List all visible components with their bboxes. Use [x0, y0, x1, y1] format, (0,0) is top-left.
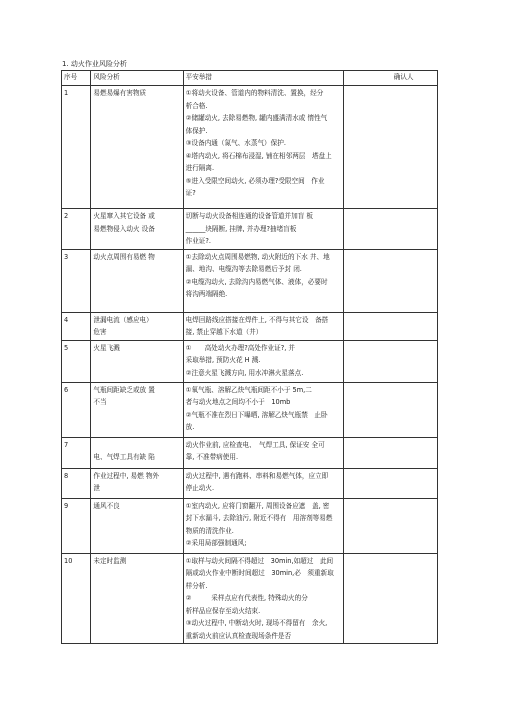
- document-title: 1. 动火作业风险分析: [62, 60, 127, 68]
- row-number: 5: [62, 340, 91, 382]
- risk-line: 危害: [93, 328, 107, 336]
- risk-line: [93, 439, 180, 452]
- measure-line: 者与动火地点之间均不小于 10mb: [185, 398, 291, 406]
- table-row: [62, 382, 438, 437]
- measure-line: ②电缆沟动火, 去除沟内易燃气体、液体，必要时: [185, 277, 328, 286]
- table-header-row: [62, 71, 438, 86]
- risk-line: 气瓶间距缺乏或放 置: [93, 385, 155, 394]
- risk-line: 不当: [93, 398, 107, 406]
- measure-line: 漏、地沟、电缆沟等去除易燃后予封 闭.: [185, 265, 302, 273]
- measures-cell: [183, 498, 343, 553]
- measures-cell: [183, 437, 343, 468]
- measures-cell: [183, 86, 343, 209]
- table-row: [62, 498, 438, 553]
- measures-cell: [183, 340, 343, 382]
- confirm-cell: [343, 468, 437, 498]
- measures-cell: [183, 249, 343, 312]
- measure-line: 电焊回路线应搭接在焊件上, 不得与其它设 备搭: [185, 315, 329, 324]
- row-number: 7: [62, 437, 91, 468]
- measure-line: ②储罐动火, 去除易燃物, 罐内盛满清水或 惰性气: [185, 114, 328, 122]
- measure-line: 析样品应保存至动火结束.: [185, 606, 261, 615]
- measure-line: ③动火过程中, 中断动火时, 现场不得留有 余火,: [185, 619, 328, 627]
- confirm-cell: [343, 312, 437, 340]
- confirm-cell: [343, 249, 437, 312]
- measure-line: 动火作业前, 应检查电、 气焊工具, 保证安 全可: [185, 440, 325, 449]
- risk-cell: [91, 437, 183, 468]
- risk-line: 作业过程中, 易燃 物外: [93, 471, 160, 480]
- measure-line: 切断与动火设备相连通的设备管道并加盲 板: [185, 212, 313, 220]
- measure-line: 停止动火.: [185, 484, 215, 492]
- risk-cell: [91, 498, 183, 553]
- row-number: 9: [62, 498, 91, 553]
- confirm-cell: [343, 553, 437, 644]
- measure-line: ①取样与动火间隔不得超过 30min,如超过 此间: [185, 556, 334, 565]
- risk-line: 易燃物侵入动火 设备: [93, 224, 155, 233]
- risk-cell: [91, 340, 183, 382]
- risk-cell: [91, 312, 183, 340]
- header-no: 序号: [62, 71, 91, 86]
- risk-cell: [91, 209, 183, 250]
- row-number: 3: [62, 249, 91, 312]
- measure-line: ②注意火星飞溅方向, 用水冲淋火星落点.: [185, 368, 304, 377]
- risk-line: 火星窜入其它设备 或: [93, 212, 155, 220]
- confirm-cell: [343, 340, 437, 382]
- risk-line: 未定时监测: [93, 556, 127, 565]
- header-risk: 风险分析: [91, 71, 183, 86]
- risk-cell: [91, 553, 183, 644]
- measure-line: 封下水漏斗, 去除油污, 附近不得有 用溶剂等易燃: [185, 514, 333, 522]
- measure-line: 证?: [185, 189, 196, 197]
- measure-line: ②采用局部强制通风;: [185, 539, 247, 547]
- row-number: 6: [62, 382, 91, 437]
- measure-line: 隔或动火作业中断时间超过 30min,必 须重新取: [185, 569, 334, 577]
- measures-cell: [183, 553, 343, 644]
- table-row: [62, 249, 438, 312]
- measures-cell: [183, 382, 343, 437]
- table-row: [62, 468, 438, 498]
- measure-line: 放.: [185, 423, 195, 431]
- measure-line: ③设备内通（氮气、水蒸气）保护.: [185, 139, 286, 147]
- header-confirm: 确认人: [343, 71, 437, 86]
- row-number: 8: [62, 468, 91, 498]
- measure-line: 靠, 不准带病使用.: [185, 453, 239, 461]
- measure-line: 将沟两端隔绝.: [185, 290, 228, 298]
- measure-line: 析合格.: [185, 101, 208, 110]
- risk-analysis-table: [61, 70, 438, 644]
- risk-line: 电、气焊工具有缺 陷: [93, 453, 155, 461]
- risk-line: 泄漏电流（感应电）: [93, 315, 153, 324]
- measure-line: 采取举措, 预防火花 H 溅.: [185, 356, 261, 364]
- measure-line: 动火过程中, 遇有跑料、串料和易燃气体，应立即: [185, 471, 329, 480]
- confirm-cell: [343, 382, 437, 437]
- measures-cell: [183, 312, 343, 340]
- table-row: [62, 312, 438, 340]
- measure-line: ①室内动火, 应将门窗翻开, 周围设备应遮 盖, 密: [185, 501, 330, 510]
- risk-cell: [91, 382, 183, 437]
- row-number: 10: [62, 553, 91, 644]
- table-row: [62, 437, 438, 468]
- risk-cell: [91, 249, 183, 312]
- row-number: 4: [62, 312, 91, 340]
- measures-cell: [183, 468, 343, 498]
- measure-line: ④塔内动火, 将石棉布浸湿, 铺在相邻两层 塔盘上: [185, 151, 332, 160]
- risk-line: 动火点周围有易燃 物: [93, 252, 155, 261]
- row-number: 1: [62, 86, 91, 209]
- table-body: [62, 86, 438, 644]
- measure-line: ①氧气瓶、溶解乙炔气瓶间距不小于 5m,二: [185, 385, 312, 394]
- measure-line: ②气瓶不准在烈日下曝晒, 溶解乙炔气瓶禁 止卧: [185, 410, 328, 419]
- confirm-cell: [343, 209, 437, 250]
- confirm-cell: [343, 498, 437, 553]
- measure-line: 重新动火前应认真检查现场条件是否: [185, 631, 292, 640]
- table-row: [62, 209, 438, 250]
- measure-line: 样分析.: [185, 581, 208, 590]
- measure-line: ② 采样点应有代表性, 特殊动火的分: [185, 594, 308, 602]
- measure-line: ①将动火设备、管道内的物料清洗、置换，经分: [185, 89, 324, 97]
- header-measures: 平安举措: [183, 71, 343, 86]
- table-row: [62, 86, 438, 209]
- row-number: 2: [62, 209, 91, 250]
- measure-line: ⑤进入受限空间动火, 必须办理?受限空间 作业: [185, 176, 325, 185]
- risk-line: 易燃易爆有害物质: [93, 89, 147, 97]
- measure-line: 体保护.: [185, 126, 208, 135]
- risk-line: 通风不良: [93, 501, 120, 510]
- risk-line: 泄: [93, 484, 100, 492]
- measure-line: 物质的清洗作业.: [185, 526, 234, 535]
- measure-line: 进行隔离.: [185, 164, 215, 172]
- measure-line: ______块隔断, 挂牌, 并办理?抽堵盲板: [185, 224, 297, 233]
- measure-line: ①去除动火点周围易燃物, 动火附近的下水 井、地: [185, 252, 330, 261]
- table-row: [62, 340, 438, 382]
- measure-line: 接, 禁止穿越下水道（井）: [185, 328, 263, 336]
- measure-line: ① 高处动火办理?高处作业证?, 并: [185, 343, 296, 352]
- risk-cell: [91, 86, 183, 209]
- risk-line: 火星飞溅: [93, 343, 120, 352]
- confirm-cell: [343, 437, 437, 468]
- measures-cell: [183, 209, 343, 250]
- table-row: [62, 553, 438, 644]
- measure-line: 作业证?.: [185, 237, 211, 245]
- risk-cell: [91, 468, 183, 498]
- confirm-cell: [343, 86, 437, 209]
